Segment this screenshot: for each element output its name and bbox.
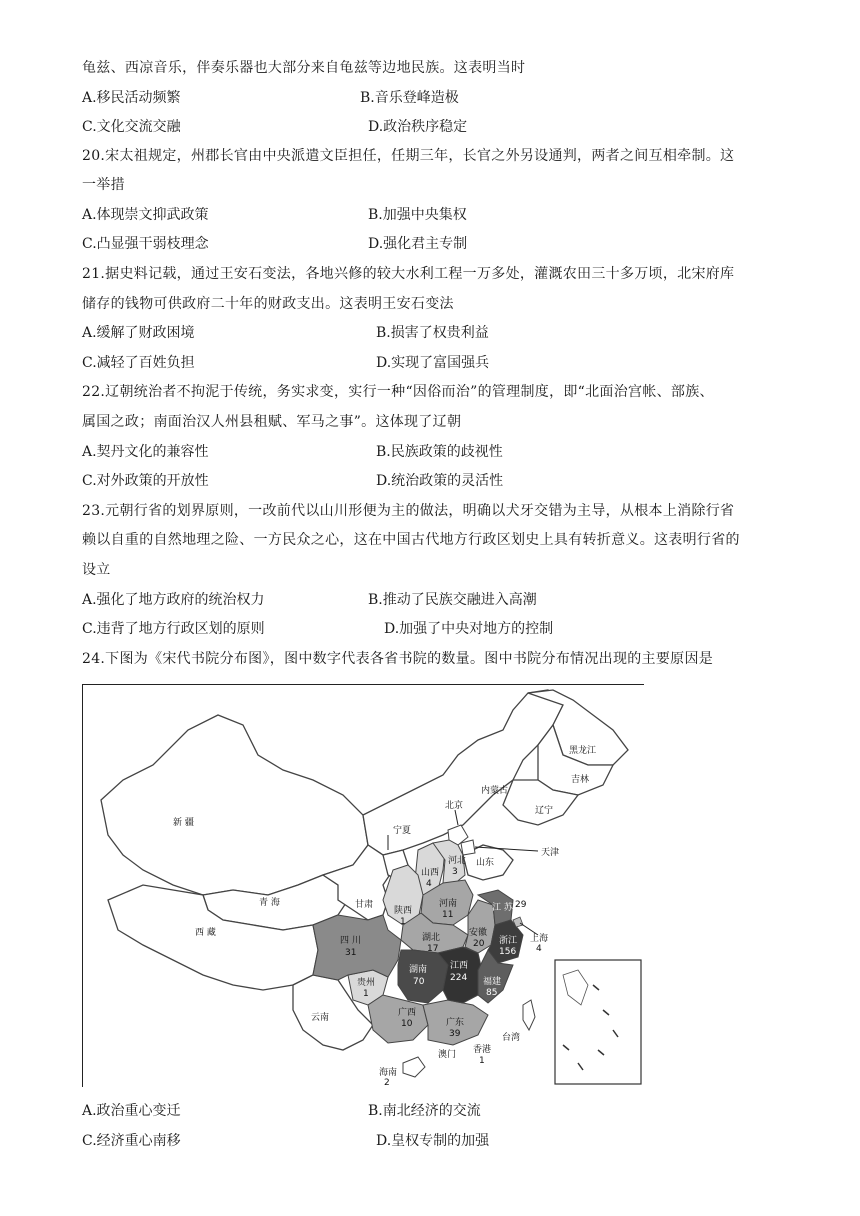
china-map-svg [83,685,645,1088]
q23-stem-line3: 设立 [82,562,111,578]
q22-stem-line1: 22.辽朝统治者不拘泥于传统，务实求变，实行一种“因俗而治”的管理制度，即“北面治宫帐、部族、 [82,384,714,400]
label-guangdong-count: 39 [449,1029,461,1039]
label-heilongjiang: 黑龙江 [569,746,597,756]
q20-option-c[interactable]: C.凸显强干弱枝理念 [82,236,209,252]
label-gansu: 甘肃 [355,900,374,910]
q19-option-c[interactable]: C.文化交流交融 [82,119,181,135]
q20-option-a[interactable]: A.体现崇文抑武政策 [82,207,209,223]
song-academies-map [82,684,644,1087]
q20-stem-line1: 20.宋太祖规定，州郡长官由中央派遣文臣担任，任期三年，长官之外另设通判，两者之间互相牵制。这 [82,148,735,164]
q20-option-b[interactable]: B.加强中央集权 [368,207,467,223]
label-zhejiang: 浙江 [499,936,518,946]
q23-option-b[interactable]: B.推动了民族交融进入高潮 [368,592,537,608]
label-jiangsu-count: 29 [515,900,527,910]
q22-stem-line2: 属国之政；南面治汉人州县租赋、军马之事”。这体现了辽朝 [82,414,462,430]
label-taiwan: 台湾 [502,1033,521,1043]
q21-option-a[interactable]: A.缓解了财政困境 [82,325,195,341]
q24-option-a[interactable]: A.政治重心变迁 [82,1103,181,1119]
label-shanxi-count: 4 [426,879,432,889]
q20-stem-line2: 一举措 [82,177,125,193]
q22-option-d[interactable]: D.统治政策的灵活性 [376,473,504,489]
label-hubei-count: 17 [427,944,439,954]
label-henan: 河南 [439,899,458,909]
q24-option-d[interactable]: D.皇权专制的加强 [376,1133,490,1149]
q23-option-d[interactable]: D.加强了中央对地方的控制 [384,621,554,637]
label-ningxia: 宁夏 [393,826,412,836]
label-aomen: 澳门 [438,1050,457,1060]
label-hubei: 湖北 [422,933,441,943]
label-anhui-count: 20 [473,939,485,949]
label-hunan: 湖南 [409,965,428,975]
label-shaanxi: 陕西 [394,906,413,916]
q23-stem-line2: 赖以自重的自然地理之险、一方民众之心，这在中国古代地方行政区划史上具有转折意义。这表明行省的 [82,532,740,548]
label-guangdong: 广东 [446,1018,465,1028]
label-shanghai-count: 4 [536,944,542,954]
label-jiangsu: 江 苏 [492,903,513,913]
q24-option-c[interactable]: C.经济重心南移 [82,1133,181,1149]
label-xizang: 西 藏 [195,928,216,938]
label-xinjiang: 新 疆 [173,818,194,828]
label-beijing: 北京 [445,801,464,811]
label-shaanxi-count: 1 [400,917,406,927]
label-henan-count: 11 [442,910,454,920]
label-neimenggu: 内蒙古 [481,786,509,796]
label-hebei: 河北 [448,856,467,866]
label-zhejiang-count: 156 [499,947,517,957]
label-shanxi: 山西 [421,868,440,878]
q20-option-d[interactable]: D.强化君主专制 [368,236,468,252]
label-guizhou: 贵州 [357,978,376,988]
label-sichuan: 四 川 [340,936,361,946]
label-guangxi: 广西 [398,1008,417,1018]
label-fujian: 福建 [483,977,502,987]
q19-option-d[interactable]: D.政治秩序稳定 [368,119,468,135]
label-tianjin: 天津 [541,848,560,858]
q21-option-c[interactable]: C.减轻了百姓负担 [82,355,195,371]
label-jilin: 吉林 [571,775,590,785]
label-jiangxi-count: 224 [450,973,468,983]
q23-stem-line1: 23.元朝行省的划界原则，一改前代以山川形便为主的做法，明确以犬牙交错为主导，从根本上消除行省 [82,503,735,519]
q21-option-b[interactable]: B.损害了权贵利益 [376,325,489,341]
label-hunan-count: 70 [413,977,425,987]
label-hainan-count: 2 [384,1078,390,1088]
q19-option-a[interactable]: A.移民活动频繁 [82,90,181,106]
q19-option-b[interactable]: B.音乐登峰造极 [360,90,459,106]
label-xianggang-count: 1 [479,1056,485,1066]
q23-option-c[interactable]: C.违背了地方行政区划的原则 [82,621,265,637]
label-sichuan-count: 31 [345,948,357,958]
label-hebei-count: 3 [452,867,458,877]
region-tianjin [461,840,475,855]
q22-option-b[interactable]: B.民族政策的歧视性 [376,444,503,460]
q21-stem-line2: 储存的钱物可供政府二十年的财政支出。这表明王安石变法 [82,296,454,312]
label-shandong: 山东 [476,858,495,868]
label-anhui: 安徽 [469,928,488,938]
q23-option-a[interactable]: A.强化了地方政府的统治权力 [82,592,265,608]
q22-option-c[interactable]: C.对外政策的开放性 [82,473,209,489]
q24-stem-line1: 24.下图为《宋代书院分布图》，图中数字代表各省书院的数量。图中书院分布情况出现的主要原因是 [82,651,714,667]
q22-option-a[interactable]: A.契丹文化的兼容性 [82,444,209,460]
label-shanghai: 上海 [530,934,549,944]
q19-stem-tail: 龟兹、西凉音乐，伴奏乐器也大部分来自龟兹等边地民族。这表明当时 [82,60,526,76]
q21-option-d[interactable]: D.实现了富国强兵 [376,355,490,371]
label-fujian-count: 85 [486,988,498,998]
label-yunnan: 云南 [311,1013,330,1023]
label-guizhou-count: 1 [363,989,369,999]
label-qinghai: 青 海 [259,898,280,908]
label-hainan: 海南 [379,1068,398,1078]
q21-stem-line1: 21.据史料记载，通过王安石变法，各地兴修的较大水利工程一万多处，灌溉农田三十多万顷，北宋府库 [82,266,735,282]
q24-option-b[interactable]: B.南北经济的交流 [368,1103,481,1119]
label-xianggang: 香港 [473,1045,492,1055]
label-jiangxi: 江西 [450,961,469,971]
label-liaoning: 辽宁 [535,806,554,816]
label-guangxi-count: 10 [401,1019,413,1029]
